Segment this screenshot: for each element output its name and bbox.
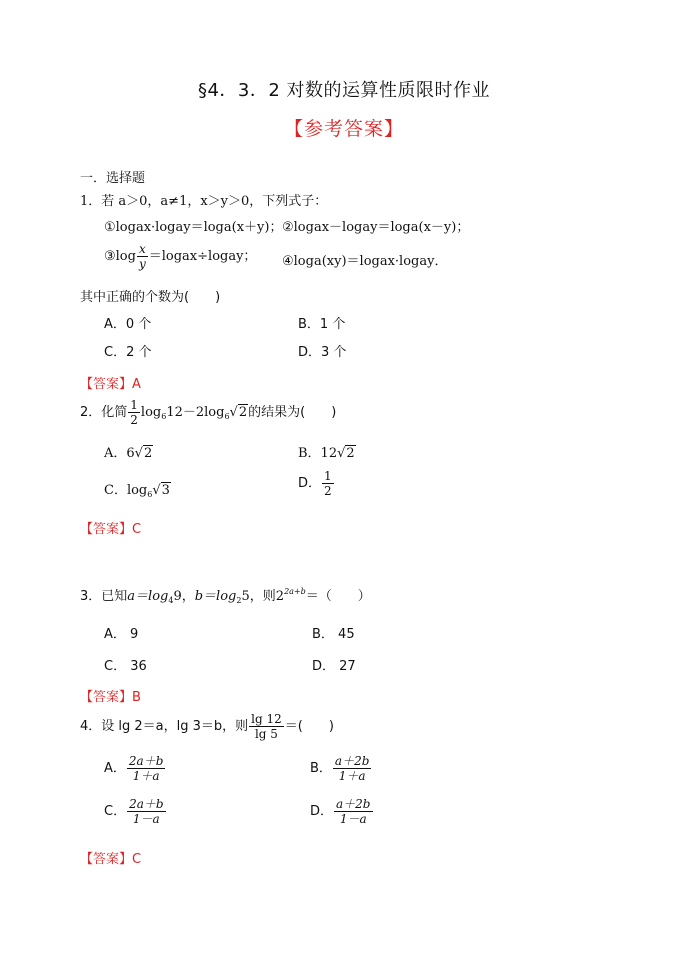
q1-option-d[interactable]: D．3 个 [298, 345, 347, 360]
q4-stem-suffix: ＝( ) [284, 719, 334, 734]
q4-a-label: A． [104, 761, 126, 776]
q3-b-arg: 5 [241, 589, 250, 604]
q3-a-arg: 9 [173, 589, 182, 604]
q2-d-num: 1 [324, 469, 332, 483]
q3-stem-suffix: ＝（ ） [305, 589, 371, 604]
q2-option-a[interactable] [104, 442, 153, 461]
q3-option-b[interactable]: B． 45 [312, 627, 355, 642]
q4-frac-den: lg 5 [254, 727, 278, 741]
q2-b-radicand: 2 [346, 446, 355, 461]
q3-option-a[interactable]: A． 9 [104, 627, 139, 642]
q2-option-c[interactable] [104, 479, 171, 499]
q3-a-base: 4 [168, 596, 174, 605]
q2-a-sqrt: √2 [134, 446, 153, 461]
q2-base-1: 6 [161, 412, 167, 421]
q4-c-den: 1－a [132, 812, 160, 826]
q1-option-c[interactable]: C．2 个 [104, 345, 152, 360]
q1-formula-4: ④loga(xy)＝logax·logay． [282, 254, 448, 269]
q4-stem [80, 712, 334, 741]
q1-formula-2: ②logax－logay＝loga(x－y)； [282, 220, 470, 235]
q1-prompt: 其中正确的个数为( ) [80, 290, 221, 305]
q2-a-radicand: 2 [143, 446, 153, 461]
q3-b-def: b＝log [194, 589, 237, 604]
q3-stem-prefix: 3．已知 [80, 589, 128, 604]
q1-option-b[interactable]: B．1 个 [298, 317, 346, 332]
q4-stem-text: 4．设 lg 2＝a，lg 3＝b，则 [80, 719, 249, 734]
q3-option-d[interactable]: D． 27 [312, 659, 356, 674]
q3-a-def: a＝log [127, 589, 169, 604]
q2-fraction [128, 398, 140, 427]
q4-option-c[interactable] [104, 797, 167, 826]
q4-fraction [249, 712, 284, 741]
q4-c-label: C． [104, 804, 127, 819]
q3-answer: 【答案】B [80, 690, 141, 705]
q2-frac-den: 2 [130, 413, 138, 427]
q1-f3-fraction [137, 242, 148, 271]
q2-base-2: 6 [224, 412, 230, 421]
answer-key-heading: 【参考答案】 [283, 118, 404, 140]
q2-sqrt: √2 [229, 405, 248, 420]
q2-option-b[interactable] [298, 442, 356, 461]
q2-radicand: 2 [238, 405, 248, 420]
q2-c-sqrt: √3 [152, 483, 170, 498]
q1-f3-den: y [138, 257, 146, 271]
q3-then: 则 [262, 589, 276, 604]
q4-option-d[interactable] [310, 797, 374, 826]
q1-f3-rest: ＝logax÷logay； [148, 249, 257, 264]
q4-a-num: 2a＋b [128, 754, 164, 768]
q4-c-fraction [127, 797, 165, 826]
q2-c-radicand: 3 [161, 483, 170, 498]
q4-option-b[interactable] [310, 754, 372, 783]
q2-mid: 12－2log [166, 405, 225, 420]
q1-f3-prefix: ③log [104, 249, 136, 264]
q4-d-num: a＋2b [336, 797, 371, 811]
q2-a-prefix: A．6 [104, 446, 135, 461]
q2-option-d[interactable] [298, 469, 335, 498]
q4-a-fraction [127, 754, 165, 783]
q2-c-prefix: C．log [104, 483, 148, 498]
q4-b-label: B． [310, 761, 332, 776]
q3-power-base: 2 [275, 589, 285, 604]
q2-stem-suffix: 的结果为( ) [248, 405, 337, 420]
q2-frac-num: 1 [130, 398, 138, 412]
q2-d-den: 2 [324, 484, 332, 498]
q2-stem [80, 398, 336, 427]
q2-d-fraction [322, 469, 334, 498]
q2-c-base: 6 [147, 490, 153, 499]
q4-d-label: D． [310, 804, 334, 819]
q4-b-fraction [333, 754, 371, 783]
q4-b-num: a＋2b [334, 754, 370, 768]
q4-b-den: 1＋a [338, 769, 366, 783]
section-label: 一．选择题 [80, 171, 146, 186]
q4-option-a[interactable] [104, 754, 166, 783]
page-title: §4．3．2 对数的运算性质限时作业 [197, 80, 491, 101]
q1-stem: 1．若 a＞0，a≠1，x＞y＞0，下列式子： [80, 194, 328, 209]
q1-option-a[interactable]: A．0 个 [104, 317, 152, 332]
q3-option-c[interactable]: C． 36 [104, 659, 147, 674]
q2-answer: 【答案】C [80, 522, 142, 537]
q1-answer: 【答案】A [80, 377, 141, 392]
q4-frac-num: lg 12 [251, 712, 282, 726]
q2-log: log [140, 405, 162, 420]
q2-d-label: D． [298, 476, 322, 491]
q3-stem: 3．已知$a=\log_49$，$b=\log_25$，则$2^{2a+b}=$（ ） [80, 587, 371, 605]
q1-formula-1: ①logax·logay＝loga(x＋y)； [104, 220, 283, 235]
q4-d-fraction [334, 797, 372, 826]
q2-stem-prefix: 2．化简 [80, 405, 128, 420]
q2-b-sqrt: √2 [337, 446, 355, 461]
q4-c-num: 2a＋b [129, 797, 164, 811]
q1-formula-3 [104, 242, 256, 271]
q2-b-prefix: B．12 [298, 446, 338, 461]
q4-a-den: 1＋a [132, 769, 160, 783]
q3-power-exp: 2a+b [284, 587, 306, 596]
q1-f3-num: x [138, 242, 146, 256]
q4-d-den: 1－a [339, 812, 367, 826]
q3-b-base: 2 [236, 596, 242, 605]
q4-answer: 【答案】C [80, 852, 142, 867]
